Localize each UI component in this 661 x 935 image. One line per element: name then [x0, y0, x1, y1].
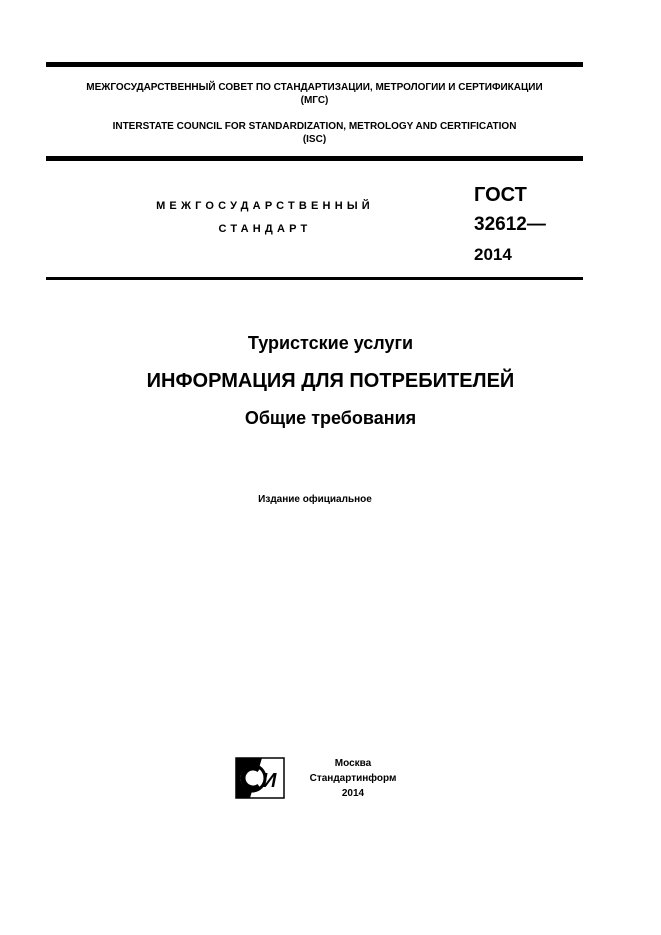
- document-title-line2: ИНФОРМАЦИЯ ДЛЯ ПОТРЕБИТЕЛЕЙ: [146, 370, 515, 392]
- standard-type-line1: МЕЖГОСУДАРСТВЕННЫЙ: [156, 200, 374, 212]
- publisher-block: [298, 756, 408, 801]
- council-ru-name: МЕЖГОСУДАРСТВЕННЫЙ СОВЕТ ПО СТАНДАРТИЗАЦИИ, МЕТРОЛОГИИ И СЕРТИФИКАЦИИ: [86, 82, 543, 93]
- gost-year: 2014: [474, 245, 512, 264]
- edition-note: Издание официальное: [258, 494, 372, 505]
- gost-label: ГОСТ: [474, 184, 527, 206]
- council-ru-abbr: (МГС): [300, 95, 329, 106]
- council-en-name: INTERSTATE COUNCIL FOR STANDARDIZATION, METROLOGY AND CERTIFICATION: [112, 121, 517, 132]
- designation-rule: [46, 277, 583, 280]
- svg-text:И: И: [262, 770, 277, 792]
- council-en-abbr: (ISC): [302, 134, 327, 145]
- header-top-rule: [46, 62, 583, 67]
- publisher-city: Москва: [334, 758, 372, 769]
- gost-number: 32612—: [474, 214, 546, 235]
- standartinform-logo-icon: [232, 756, 286, 800]
- standard-type-line2: СТАНДАРТ: [218, 223, 312, 235]
- council-ru: [46, 81, 583, 107]
- publisher-year: 2014: [341, 788, 365, 799]
- document-title-line1: Туристские услуги: [247, 333, 414, 353]
- header-bottom-rule: [46, 156, 583, 161]
- council-en: [46, 120, 583, 146]
- gost-designation: [474, 180, 546, 270]
- document-title-line3: Общие требования: [244, 408, 417, 428]
- publisher-name: Стандартинформ: [309, 773, 397, 784]
